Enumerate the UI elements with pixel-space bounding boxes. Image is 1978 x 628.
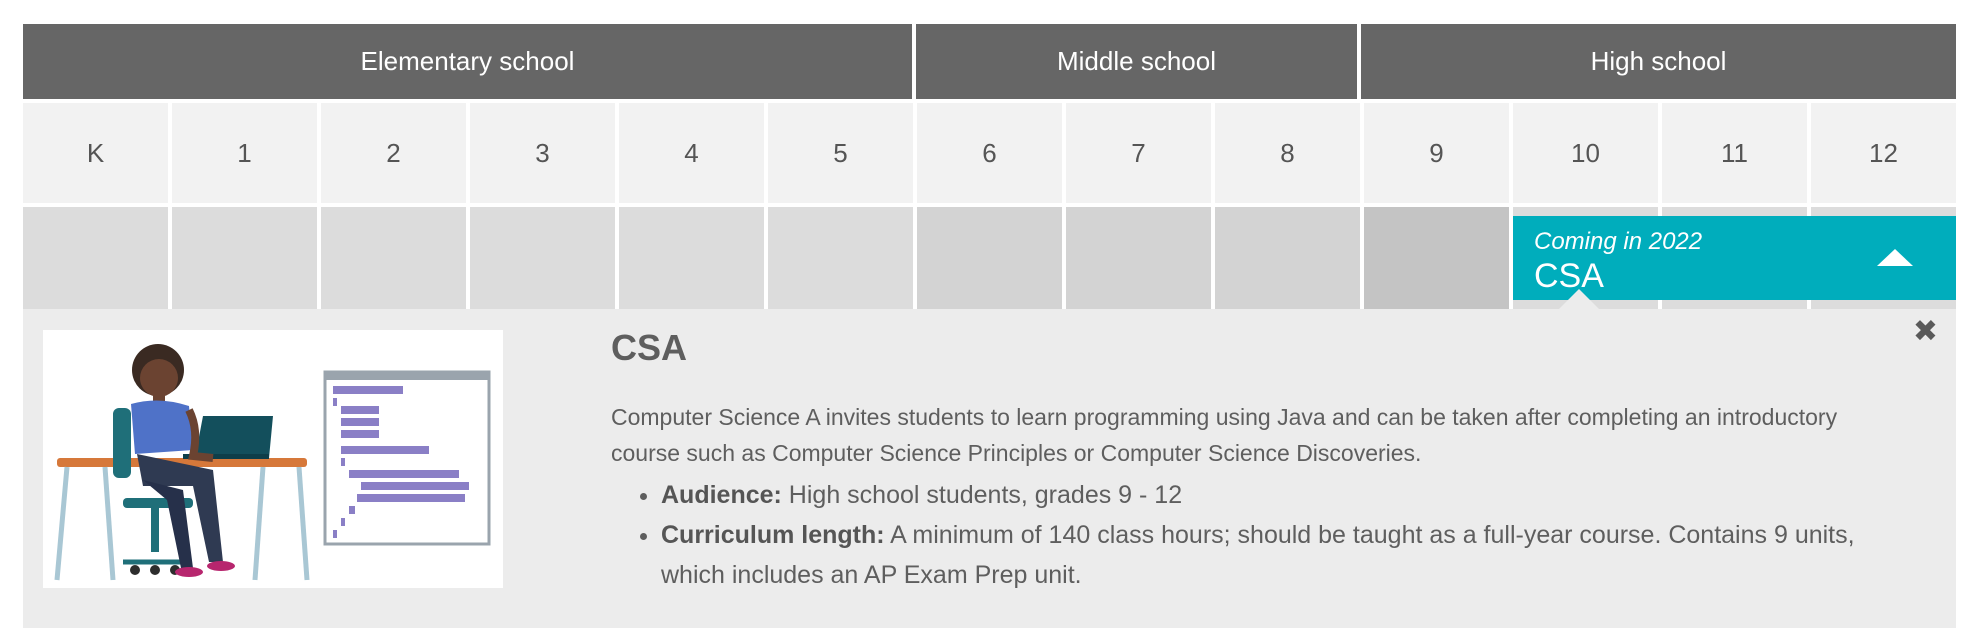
course-description: Computer Science A invites students to learn programming using Java and can be taken after completing an introductory course such as Computer Science Principles or Computer Science Discoveries. — [611, 404, 1838, 466]
course-title: CSA — [611, 327, 688, 368]
student-coding-image — [43, 330, 503, 588]
course-detail-panel — [23, 309, 1956, 628]
list-item-length — [661, 515, 1911, 595]
grade-cell: K — [23, 103, 168, 203]
audience-label: Audience: — [661, 481, 782, 509]
grade-cell: 10 — [1513, 103, 1658, 203]
grade-cell: 1 — [172, 103, 317, 203]
list-item-audience — [661, 475, 1911, 515]
coming-label: Coming in 2022 — [1534, 228, 1703, 255]
length-value: A minimum of 140 class hours; should be taught as a full-year course. Contains 9 units, which includes an AP Exam Prep unit. — [661, 521, 1855, 589]
course-detail-content — [611, 327, 1911, 595]
close-icon[interactable]: ✖ — [1912, 314, 1938, 349]
csa-course-bar[interactable] — [1513, 216, 1956, 300]
grade-cell: 3 — [470, 103, 615, 203]
grade-cell: 12 — [1811, 103, 1956, 203]
school-level-header — [23, 24, 1956, 99]
grade-cell: 9 — [1364, 103, 1509, 203]
grade-cell: 4 — [619, 103, 764, 203]
level-middle: Middle school — [916, 24, 1357, 99]
grade-row — [23, 103, 1956, 203]
grade-cell: 5 — [768, 103, 913, 203]
length-label: Curriculum length: — [661, 521, 885, 549]
level-elementary: Elementary school — [23, 24, 912, 99]
grade-cell: 8 — [1215, 103, 1360, 203]
detail-pointer — [1558, 289, 1600, 310]
course-bar-name: CSA — [1534, 257, 1604, 295]
grade-cell: 2 — [321, 103, 466, 203]
audience-value: High school students, grades 9 - 12 — [781, 481, 1183, 509]
student-illustration — [43, 330, 503, 588]
grade-cell: 11 — [1662, 103, 1807, 203]
chevron-up-icon[interactable] — [1877, 249, 1913, 266]
level-high: High school — [1361, 24, 1956, 99]
grade-cell: 6 — [917, 103, 1062, 203]
grade-cell: 7 — [1066, 103, 1211, 203]
course-facts-list — [661, 475, 1911, 595]
